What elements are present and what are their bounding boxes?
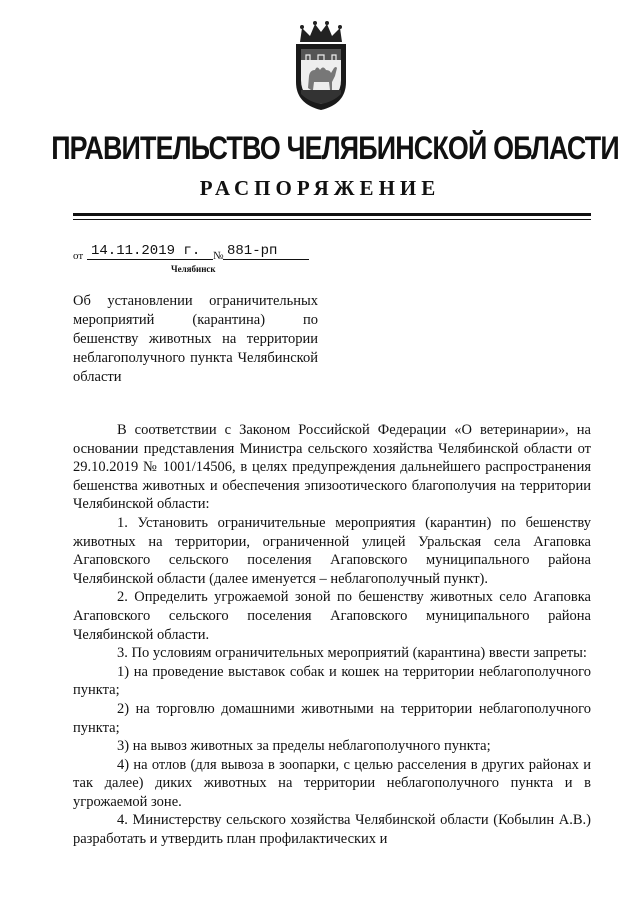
header-rule-thick (73, 213, 591, 216)
coat-of-arms-icon (288, 20, 354, 112)
number-prefix: № (213, 250, 224, 262)
document-number: 881-рп (223, 243, 309, 260)
government-title: ПРАВИТЕЛЬСТВО ЧЕЛЯБИНСКОЙ ОБЛАСТИ (51, 130, 619, 166)
paragraph-item-2: 2. Определить угрожаемой зоной по бешенству животных село Агаповка Агаповского сельского поселения Агаповского муниципального района Челябинской области. (73, 589, 591, 643)
date-prefix: от (73, 250, 84, 262)
subitem-2: 2) на торговлю домашними животными на территории неблагополучного пункта; (73, 700, 591, 736)
subitem-4: 4) на отлов (для вывоза в зоопарки, с целью расселения в других районах и так далее) диких животных на территории неблагополучного пункта и в угрожаемой зоне. (73, 756, 591, 810)
paragraph-item-1: 1. Установить ограничительные мероприятия (карантин) по бешенству животных на территории, ограниченной улицей Уральская села Агаповка Агаповского сельского поселения Агаповского муниципального района Челябинской области (далее именуется – неблагополучный пункт). (73, 514, 591, 587)
document-date: 14.11.2019 г. (87, 243, 213, 260)
preamble-paragraph: В соответствии с Законом Российской Федерации «О ветеринарии», на основании представления Министра сельского хозяйства Челябинской области от 29.10.2019 № 1001/14506, в целях предупреждения дальнейшего распространения бешенства животных и обеспечения эпизоотического благополучия на территории Челябинской области: (73, 422, 591, 513)
document-type: РАСПОРЯЖЕНИЕ (199, 176, 441, 200)
paragraph-item-4: 4. Министерству сельского хозяйства Челябинской области (Кобылин А.В.) разработать и утвердить план профилактических и (73, 812, 591, 848)
paragraph-item-3: 3. По условиям ограничительных мероприятий (карантина) ввести запреты: (117, 645, 587, 662)
document-subject: Об установлении ограничительных мероприятий (карантина) по бешенству животных на территории неблагополучного пункта Челябинской области (73, 293, 318, 385)
subitem-3: 3) на вывоз животных за пределы неблагополучного пункта; (117, 738, 491, 755)
subitem-1: 1) на проведение выставок собак и кошек на территории неблагополучного пункта; (73, 663, 591, 699)
header-rule-thin (73, 219, 591, 220)
city: Челябинск (171, 264, 216, 274)
document-body (73, 421, 591, 849)
